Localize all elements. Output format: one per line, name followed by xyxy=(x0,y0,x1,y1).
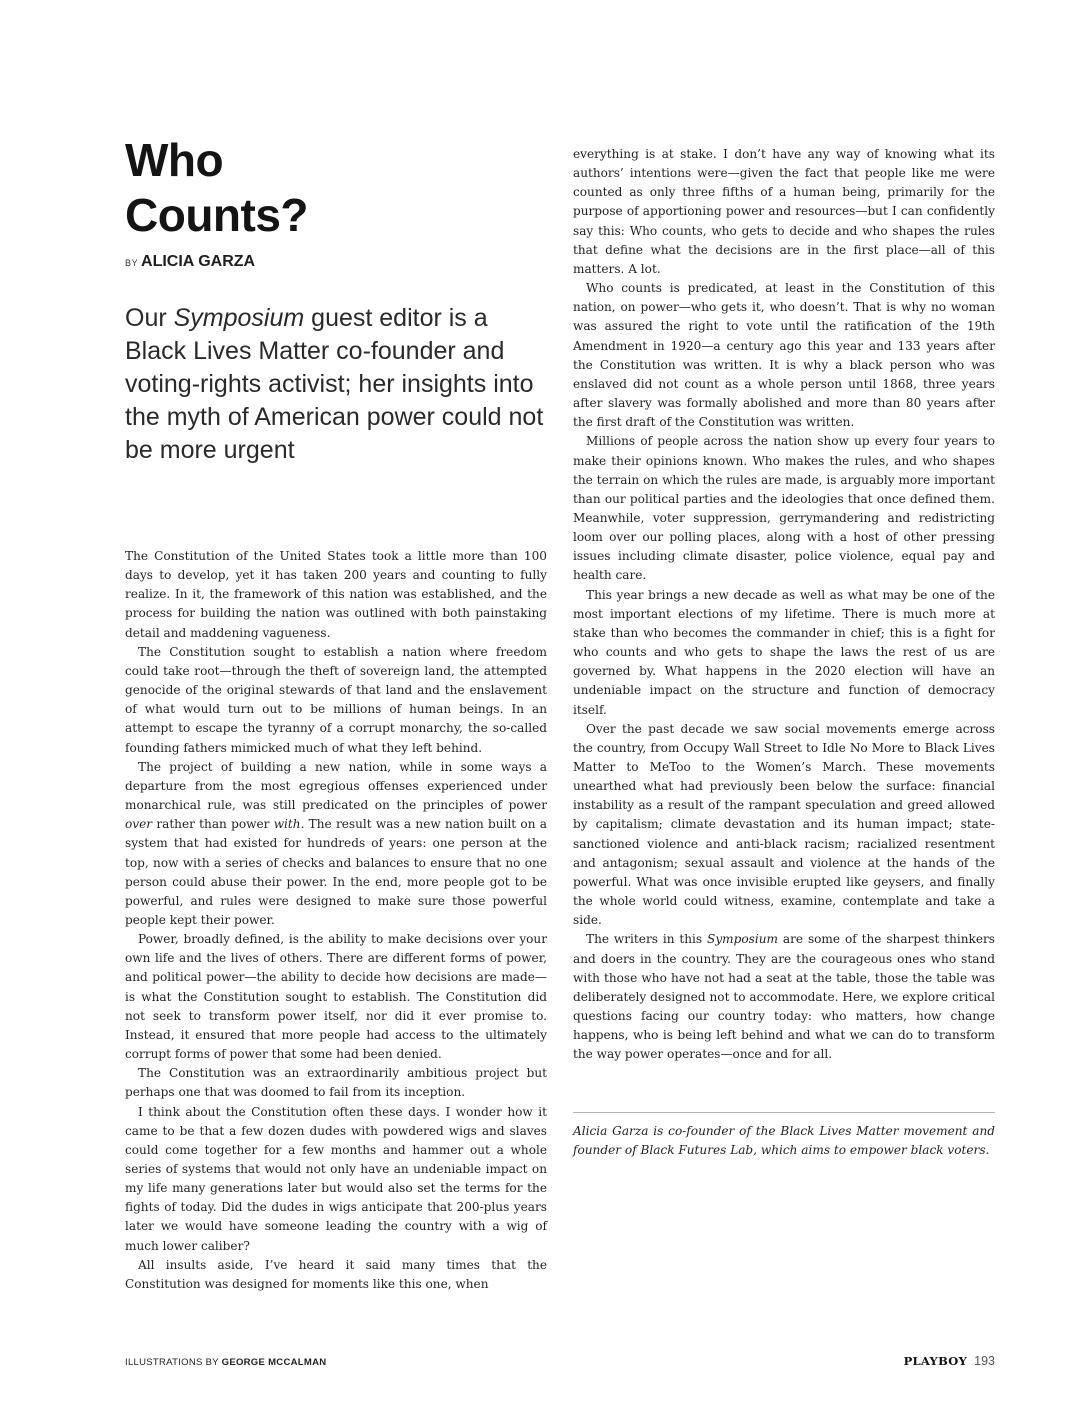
author-name: ALICIA GARZA xyxy=(141,253,256,270)
body-paragraph: The Constitution was an extraordinarily ambitious project but perhaps one that was doomed to fail from its inception. xyxy=(125,1066,547,1100)
page-number: 193 xyxy=(974,1354,995,1368)
author-bio: Alicia Garza is co-founder of the Black Lives Matter movement and founder of Black Futures Lab, which aims to empower black voters. xyxy=(573,1124,995,1158)
byline xyxy=(125,253,255,271)
deck-text-2: guest editor is a Black Lives Matter co-founder and voting-rights activist; her insights into the myth of American power could not be more urgent xyxy=(125,304,544,464)
magazine-name: PLAYBOY xyxy=(903,1354,968,1368)
article-title xyxy=(125,133,545,243)
title-line-1: Who xyxy=(125,134,224,186)
body-paragraph: Who counts is predicated, at least in the Constitution of this nation, on power—who gets it, who doesn’t. That is why no woman was assured the right to vote until the ratification of the 19th Amendment in 1920—a century ago this year and 133 years after the Constitution was written. It is why a black person who was enslaved did not count as a whole person until 1868, three years after slavery was formally abolished and more than 80 years after the first draft of the Constitution was written. xyxy=(573,281,995,430)
bio-divider xyxy=(573,1112,995,1113)
body-paragraph: The Constitution of the United States took a little more than 100 days to develop, yet it has taken 200 years and counting to fully realize. In it, the framework of this nation was established, and the process for building the nation was outlined with both painstaking detail and maddening vagueness. xyxy=(125,549,547,640)
article-deck xyxy=(125,302,555,467)
body-paragraph: everything is at stake. I don’t have any way of knowing what its authors’ intentions were—given the fact that people like me were counted as only three fifths of a human being, primarily for the purpose of apportioning power and resources—but I can confidently say this: Who counts, who gets to decide and who shapes the rules that define what the decisions are in the first place—all of this matters. A lot. xyxy=(573,147,995,276)
body-column-left xyxy=(125,547,547,1294)
body-paragraph: Over the past decade we saw social movements emerge across the country, from Occupy Wall Street to Idle No More to Black Lives Matter to MeToo to the Women’s March. These movements unearthed what had previously been below the surface: financial instability as a result of the rampant speculation and greed allowed by capitalism; climate devastation and its human impact; state-sanctioned violence and anti-black racism; racialized resentment and antagonism; sexual assault and violence at the hands of the powerful. What was once invisible erupted like geysers, and finally the whole world could witness, examine, contemplate and take a side. xyxy=(573,721,995,928)
body-paragraph: This year brings a new decade as well as what may be one of the most important elections of my lifetime. There is much more at stake than who becomes the commander in chief; this is a fight for who counts and who gets to shape the laws the rest of us are governed by. What happens in the 2020 election will have an undeniable impact on the structure and function of democracy itself. xyxy=(573,587,995,717)
title-line-2: Counts? xyxy=(125,189,309,241)
body-paragraph: Power, broadly defined, is the ability to make decisions over your own life and the lives of others. There are different forms of power, and political power—the ability to decide how decisions are made—is what the Constitution sought to establish. The Constitution did not seek to transform power itself, nor did it ever promise to. Instead, it ensured that more people had access to the ultimately corrupt forms of power that some had been denied. xyxy=(125,932,547,1062)
body-paragraph: The Constitution sought to establish a nation where freedom could take root—through the theft of sovereign land, the attempted genocide of the original stewards of that land and the enslavement of what would turn out to be millions of human beings. In an attempt to escape the tyranny of a corrupt monarchy, the so-called founding fathers mimicked much of what they left behind. xyxy=(125,644,547,755)
body-paragraph: Millions of people across the nation show up every four years to make their opinions known. Who makes the rules, and who shapes the terrain on which the rules are made, is arguably more important than our political parties and the ideologies that once defined them. Meanwhile, voter suppression, gerrymandering and redistricting loom over our polling places, along with a host of other pressing issues including climate disaster, police violence, equal pay and health care. xyxy=(573,434,995,583)
page-folio xyxy=(904,1354,995,1368)
body-paragraph: I think about the Constitution often these days. I wonder how it came to be that a few dozen dudes with powdered wigs and slaves could come together for a few months and hammer out a whole series of systems that would not only have an undeniable impact on my life many generations later but would also set the terms for the fights of today. Did the dudes in wigs anticipate that 200-plus years later we would have someone leading the country with a wig of much lower caliber? xyxy=(125,1104,547,1253)
credit-prefix: ILLUSTRATIONS BY xyxy=(125,1357,219,1368)
credit-name: GEORGE MCCALMAN xyxy=(221,1357,327,1368)
illustration-credit xyxy=(125,1357,326,1368)
byline-prefix: BY xyxy=(125,258,139,268)
deck-italic: Symposium xyxy=(173,304,305,332)
body-paragraph: The project of building a new nation, while in some ways a departure from the most egregious offenses experienced under monarchical rule, was still predicated on the principles of power over rather than power with. The result was a new nation built on a system that had existed for hundreds of years: one person at the top, now with a series of checks and balances to ensure that no one person could abuse their power. In the end, more people got to be powerful, and rules were designed to make sure those powerful people kept their power. xyxy=(125,759,547,927)
deck-text-1: Our xyxy=(125,304,174,332)
body-column-right xyxy=(573,145,995,1065)
body-paragraph: All insults aside, I’ve heard it said many times that the Constitution was designed for moments like this one, when xyxy=(125,1257,547,1291)
body-paragraph: The writers in this Symposium are some of the sharpest thinkers and doers in the country. They are the courageous ones who stand with those who have not had a seat at the table, those the table was deliberately designed not to accommodate. Here, we explore critical questions facing our country today: who matters, how change happens, who is being left behind and what we can do to transform the way power operates—once and for all. xyxy=(573,932,995,1062)
